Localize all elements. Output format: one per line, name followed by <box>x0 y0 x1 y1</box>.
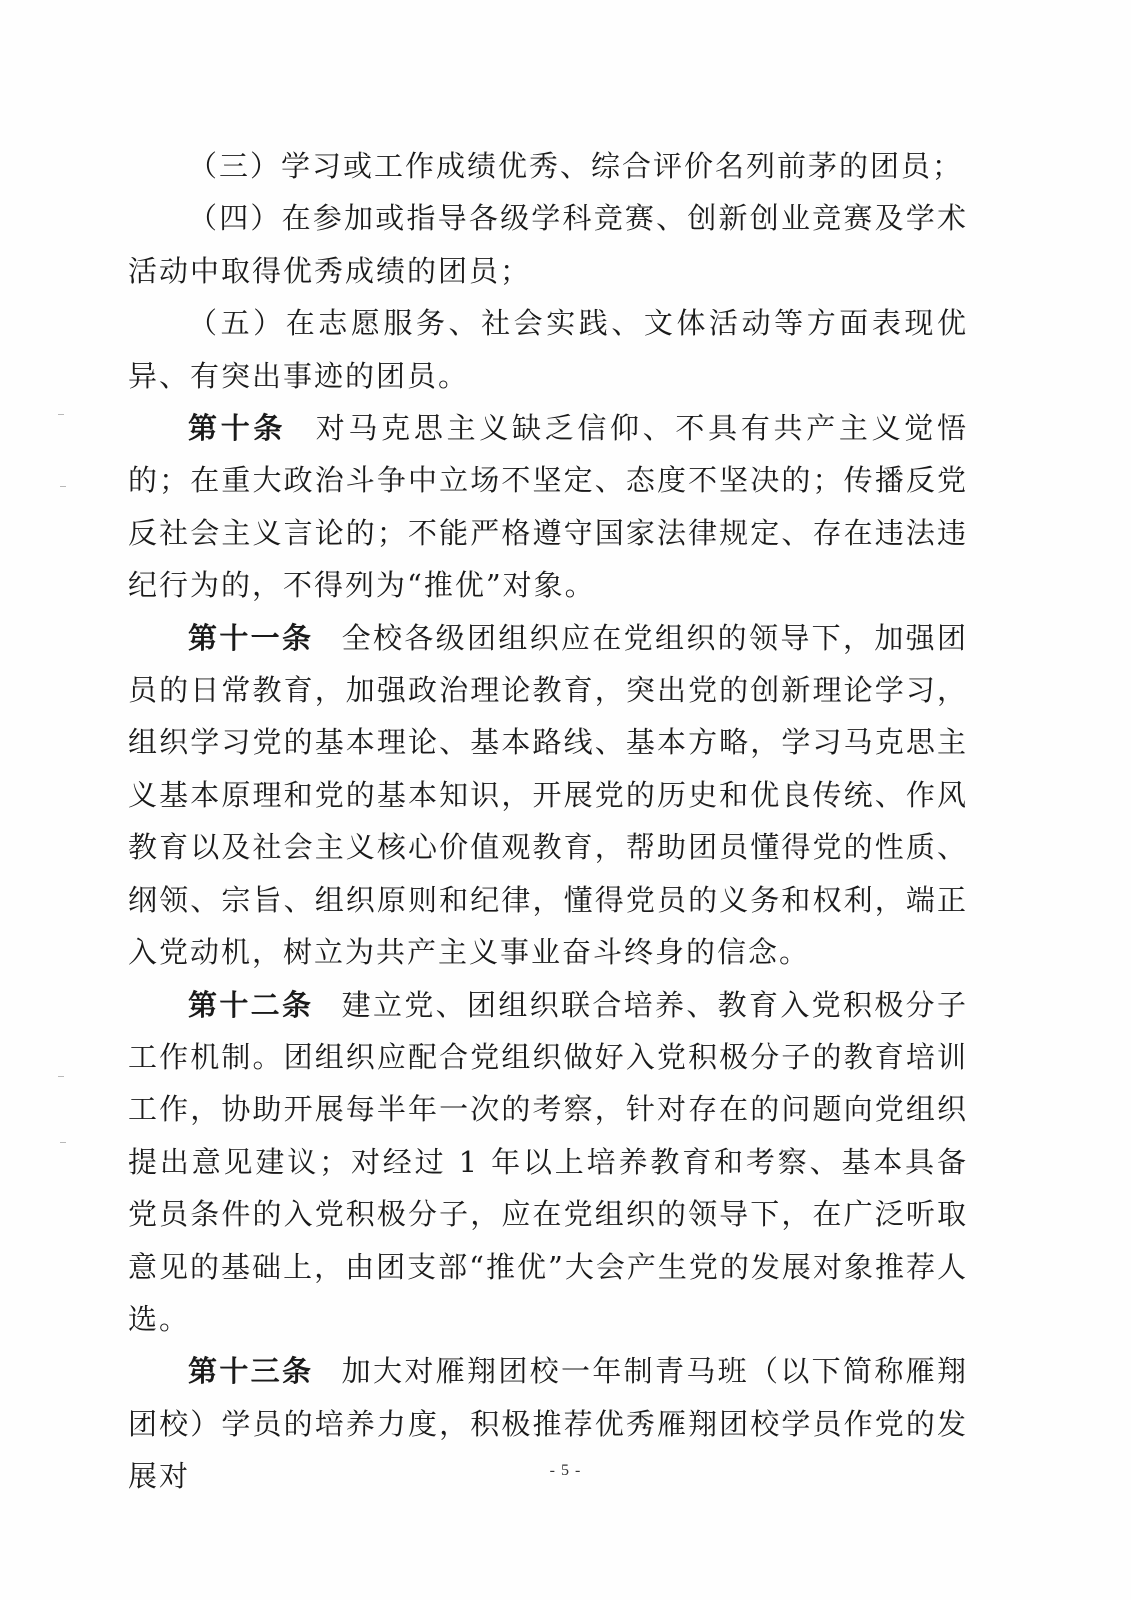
article-text: 对马克思主义缺乏信仰、不具有共产主义觉悟的；在重大政治斗争中立场不坚定、态度不坚决的；传播反党反社会主义言论的；不能严格遵守国家法律规定、存在违法违纪行为的，不得列为“推优”对象。 <box>128 411 968 603</box>
paragraph-text: （三）学习或工作成绩优秀、综合评价名列前茅的团员； <box>188 149 964 183</box>
paragraph-text: （四）在参加或指导各级学科竞赛、创新创业竞赛及学术活动中取得优秀成绩的团员； <box>128 201 968 288</box>
article-text: 加大对雁翔团校一年制青马班（以下简称雁翔团校）学员的培养力度，积极推荐优秀雁翔团校学员作党的发展对 <box>128 1354 968 1494</box>
paragraph-item-4 <box>128 192 968 297</box>
article-11 <box>128 612 968 979</box>
scan-mark <box>58 1076 64 1077</box>
paragraph-item-3 <box>128 140 968 192</box>
page-number: - 5 - <box>549 1462 582 1479</box>
paragraph-item-5 <box>128 297 968 402</box>
scan-mark <box>58 414 64 415</box>
scan-mark <box>60 486 66 487</box>
article-label: 第十一条 <box>188 620 314 655</box>
article-text: 全校各级团组织应在党组织的领导下，加强团员的日常教育，加强政治理论教育，突出党的创新理论学习，组织学习党的基本理论、基本路线、基本方略，学习马克思主义基本原理和党的基本知识，开展党的历史和优良传统、作风教育以及社会主义核心价值观教育，帮助团员懂得党的性质、纲领、宗旨、组织原则和纪律，懂得党员的义务和权利，端正入党动机，树立为共产主义事业奋斗终身的信念。 <box>128 620 968 970</box>
scan-mark <box>60 1142 66 1143</box>
article-label: 第十三条 <box>188 1354 314 1389</box>
article-12 <box>128 979 968 1346</box>
article-label: 第十条 <box>188 411 287 446</box>
article-10 <box>128 402 968 612</box>
document-body <box>128 140 968 1503</box>
article-text: 建立党、团组织联合培养、教育入党积极分子工作机制。团组织应配合党组织做好入党积极分子的教育培训工作，协助开展每半年一次的考察，针对存在的问题向党组织提出意见建议；对经过 1 年以上培养教育和考察、基本具备党员条件的入党积极分子，应在党组织的领导下，在广泛听取意见的基础上，由团支部“推优”大会产生党的发展对象推荐人选。 <box>128 987 968 1336</box>
article-label: 第十二条 <box>188 987 314 1022</box>
paragraph-text: （五）在志愿服务、社会实践、文体活动等方面表现优异、有突出事迹的团员。 <box>128 306 968 393</box>
